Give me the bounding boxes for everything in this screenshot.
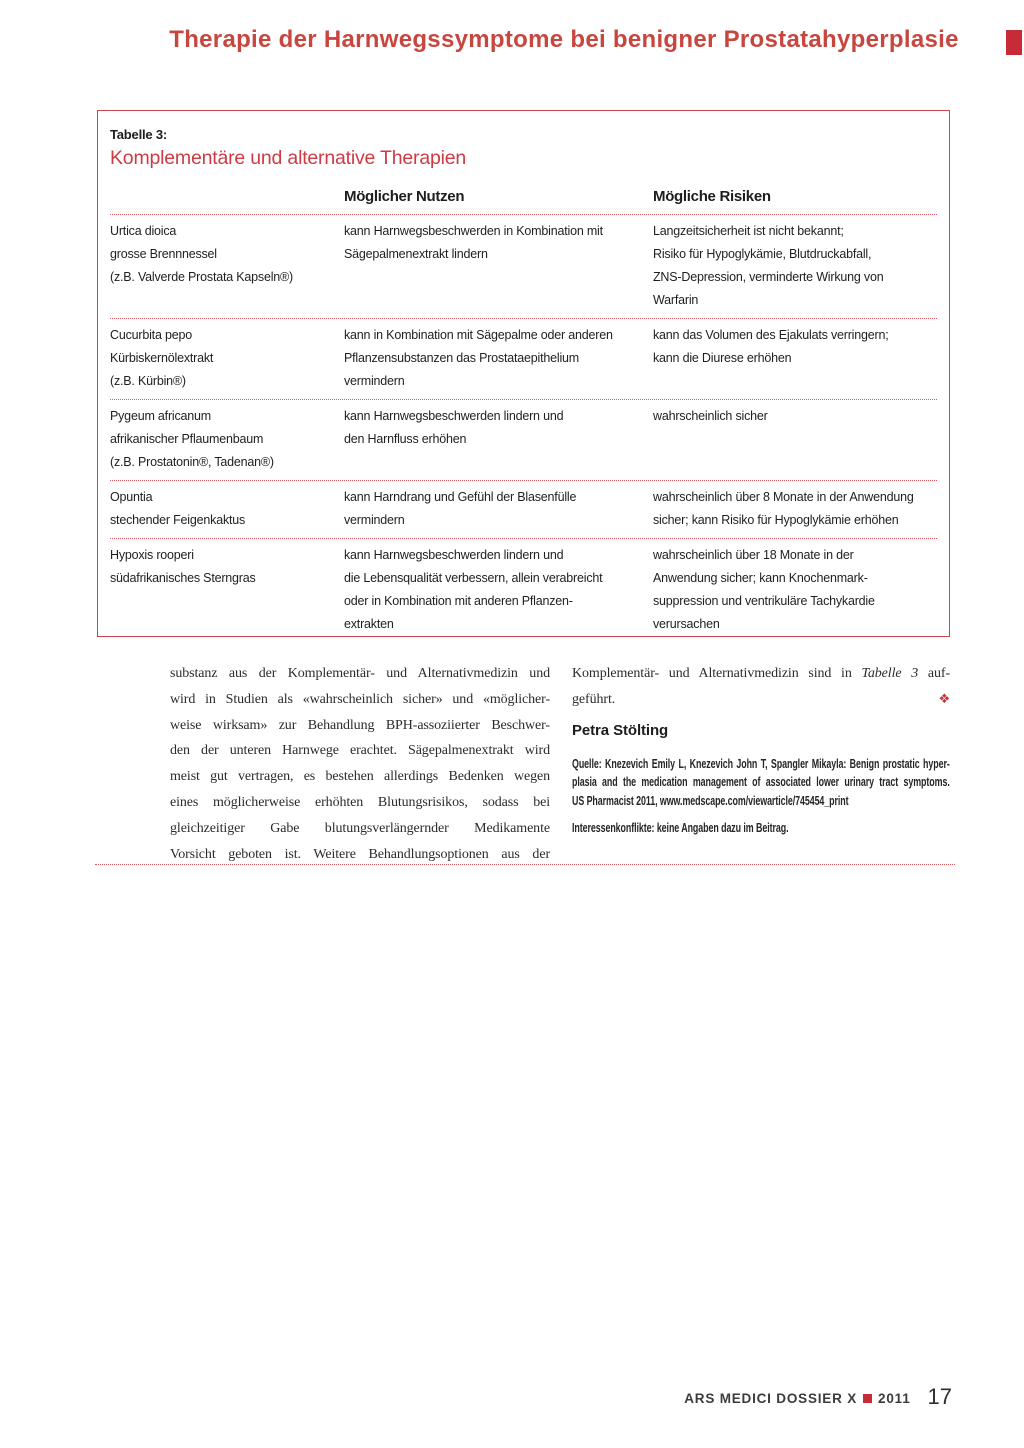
- cell-line: Cucurbita pepo: [110, 328, 192, 342]
- table-header-substance: [110, 188, 344, 205]
- article-right-line-1: [572, 661, 950, 687]
- cell-line: afrikanischer Pflaumenbaum: [110, 432, 264, 446]
- cell-line: Kürbiskernölextrakt: [110, 351, 214, 365]
- table-label: Tabelle 3:: [110, 127, 168, 142]
- cell-line: (z.B. Prostatonin®, Tadenan®): [110, 455, 274, 469]
- cell-risk: [653, 220, 937, 312]
- article-left-column: [170, 661, 550, 867]
- article-right-line-2: [572, 687, 950, 713]
- table-reference: Tabelle 3: [861, 666, 919, 681]
- table-row: [110, 539, 937, 637]
- article-text-line: meist gut vertragen, es bestehen allerdings Bedenken wegen: [170, 769, 550, 785]
- cell-line: kann Harnwegsbeschwerden lindern und: [344, 548, 564, 562]
- cell-line: Warfarin: [653, 293, 699, 307]
- right-line1-post: auf-: [918, 666, 951, 681]
- article-text-line: eines möglicherweise erhöhten Blutungsrisikos, sodass bei: [170, 794, 550, 810]
- cell-line: kann Harndrang und Gefühl der Blasenfülle: [344, 490, 577, 504]
- title-marker-square-icon: [1006, 30, 1022, 55]
- article-end-diamond-icon: ❖: [938, 691, 950, 707]
- cell-line: wahrscheinlich sicher: [653, 409, 768, 423]
- cell-line: kann das Volumen des Ejakulats verringern;: [653, 328, 889, 342]
- article-text-line: Vorsicht geboten ist. Weitere Behandlungsoptionen aus der: [170, 846, 550, 862]
- table-rows: [110, 215, 937, 637]
- cell-substance: [110, 405, 344, 474]
- table-row: [110, 400, 937, 481]
- cell-risk: [653, 324, 937, 393]
- table-row: [110, 319, 937, 400]
- cell-substance: [110, 544, 344, 636]
- source-line: plasia and the medication management of associated lower urinary tract symptoms.: [572, 775, 950, 790]
- source-line: Quelle: Knezevich Emily L, Knezevich John T, Spangler Mikayla: Benign prostatic hyper-: [572, 756, 950, 771]
- cell-line: kann die Diurese erhöhen: [653, 351, 792, 365]
- cell-substance: [110, 220, 344, 312]
- cell-line: Anwendung sicher; kann Knochenmark-: [653, 571, 868, 585]
- cell-line: oder in Kombination mit anderen Pflanzen-: [344, 594, 573, 608]
- source-line: US Pharmacist 2011, www.medscape.com/viewarticle/745454_print: [572, 793, 849, 808]
- cell-line: (z.B. Kürbin®): [110, 374, 186, 388]
- cell-line: die Lebensqualität verbessern, allein verabreicht: [344, 571, 603, 585]
- dotted-divider: [95, 864, 955, 865]
- footer-page-number: 17: [927, 1384, 952, 1409]
- cell-line: (z.B. Valverde Prostata Kapseln®): [110, 270, 294, 284]
- cell-line: Langzeitsicherheit ist nicht bekannt;: [653, 224, 844, 238]
- cell-line: vermindern: [344, 374, 405, 388]
- cell-substance: [110, 486, 344, 532]
- cell-benefit: [344, 544, 653, 636]
- right-line1-pre: Komplementär- und Alternativmedizin sind in: [572, 666, 862, 681]
- cell-line: kann Harnwegsbeschwerden in Kombination mit: [344, 224, 603, 238]
- cell-line: suppression und ventrikuläre Tachykardie: [653, 594, 875, 608]
- footer-journal: [684, 1391, 910, 1408]
- cell-line: Pflanzensubstanzen das Prostataepithelium: [344, 351, 580, 365]
- article-text-line: gleichzeitiger Gabe blutungsverlängernder Medikamente: [170, 820, 550, 836]
- cell-line: Risiko für Hypoglykämie, Blutdruckabfall,: [653, 247, 872, 261]
- footer-year: 2011: [878, 1391, 911, 1406]
- cell-risk: [653, 486, 937, 532]
- cell-risk: [653, 544, 937, 636]
- table-row: [110, 481, 937, 539]
- author-name: Petra Stölting: [572, 721, 669, 739]
- page-footer: [684, 1386, 952, 1408]
- cell-line: grosse Brennnessel: [110, 247, 217, 261]
- cell-line: Urtica dioica: [110, 224, 177, 238]
- cell-line: Opuntia: [110, 490, 153, 504]
- cell-line: ZNS-Depression, verminderte Wirkung von: [653, 270, 884, 284]
- cell-substance: [110, 324, 344, 393]
- cell-benefit: [344, 486, 653, 532]
- table-title: Komplementäre und alternative Therapien: [110, 147, 467, 169]
- source-reference: [572, 755, 950, 811]
- table-3-box: [97, 110, 950, 637]
- article-last-word: geführt.: [572, 691, 616, 707]
- cell-benefit: [344, 324, 653, 393]
- table-header-benefit: Möglicher Nutzen: [344, 188, 465, 205]
- table-row: [110, 215, 937, 319]
- cell-line: wahrscheinlich über 8 Monate in der Anwendung: [653, 490, 914, 504]
- cell-line: kann in Kombination mit Sägepalme oder anderen: [344, 328, 613, 342]
- cell-line: Hypoxis rooperi: [110, 548, 194, 562]
- cell-line: extrakten: [344, 617, 394, 631]
- table-header-risk: Mögliche Risiken: [653, 188, 771, 205]
- cell-line: südafrikanisches Sterngras: [110, 571, 256, 585]
- cell-line: kann Harnwegsbeschwerden lindern und: [344, 409, 564, 423]
- page-title: Therapie der Harnwegssymptome bei benigner Prostatahyperplasie: [169, 26, 959, 53]
- footer-square-icon: [863, 1394, 872, 1403]
- cell-line: wahrscheinlich über 18 Monate in der: [653, 548, 854, 562]
- cell-line: sicher; kann Risiko für Hypoglykämie erhöhen: [653, 513, 899, 527]
- article-text-line: substanz aus der Komplementär- und Alternativmedizin und: [170, 666, 550, 681]
- article-text-line: weise wirksam» zur Behandlung BPH-assoziierter Beschwer-: [170, 717, 550, 733]
- footer-journal-name: ARS MEDICI DOSSIER X: [684, 1391, 858, 1406]
- article-right-column: [572, 661, 950, 838]
- cell-risk: [653, 405, 937, 474]
- cell-line: verursachen: [653, 617, 720, 631]
- cell-line: Sägepalmenextrakt lindern: [344, 247, 488, 261]
- table-header-row: [110, 188, 937, 215]
- article-text-line: wird in Studien als «wahrscheinlich sicher» und «möglicher-: [170, 691, 550, 707]
- cell-line: vermindern: [344, 513, 405, 527]
- cell-line: den Harnfluss erhöhen: [344, 432, 467, 446]
- cell-benefit: [344, 220, 653, 312]
- cell-line: Pygeum africanum: [110, 409, 212, 423]
- cell-line: stechender Feigenkaktus: [110, 513, 246, 527]
- cell-benefit: [344, 405, 653, 474]
- conflicts-note: Interessenkonflikte: keine Angaben dazu im Beitrag.: [572, 821, 789, 836]
- article-text-line: den der unteren Harnwege erachtet. Sägepalmenextrakt wird: [170, 743, 550, 759]
